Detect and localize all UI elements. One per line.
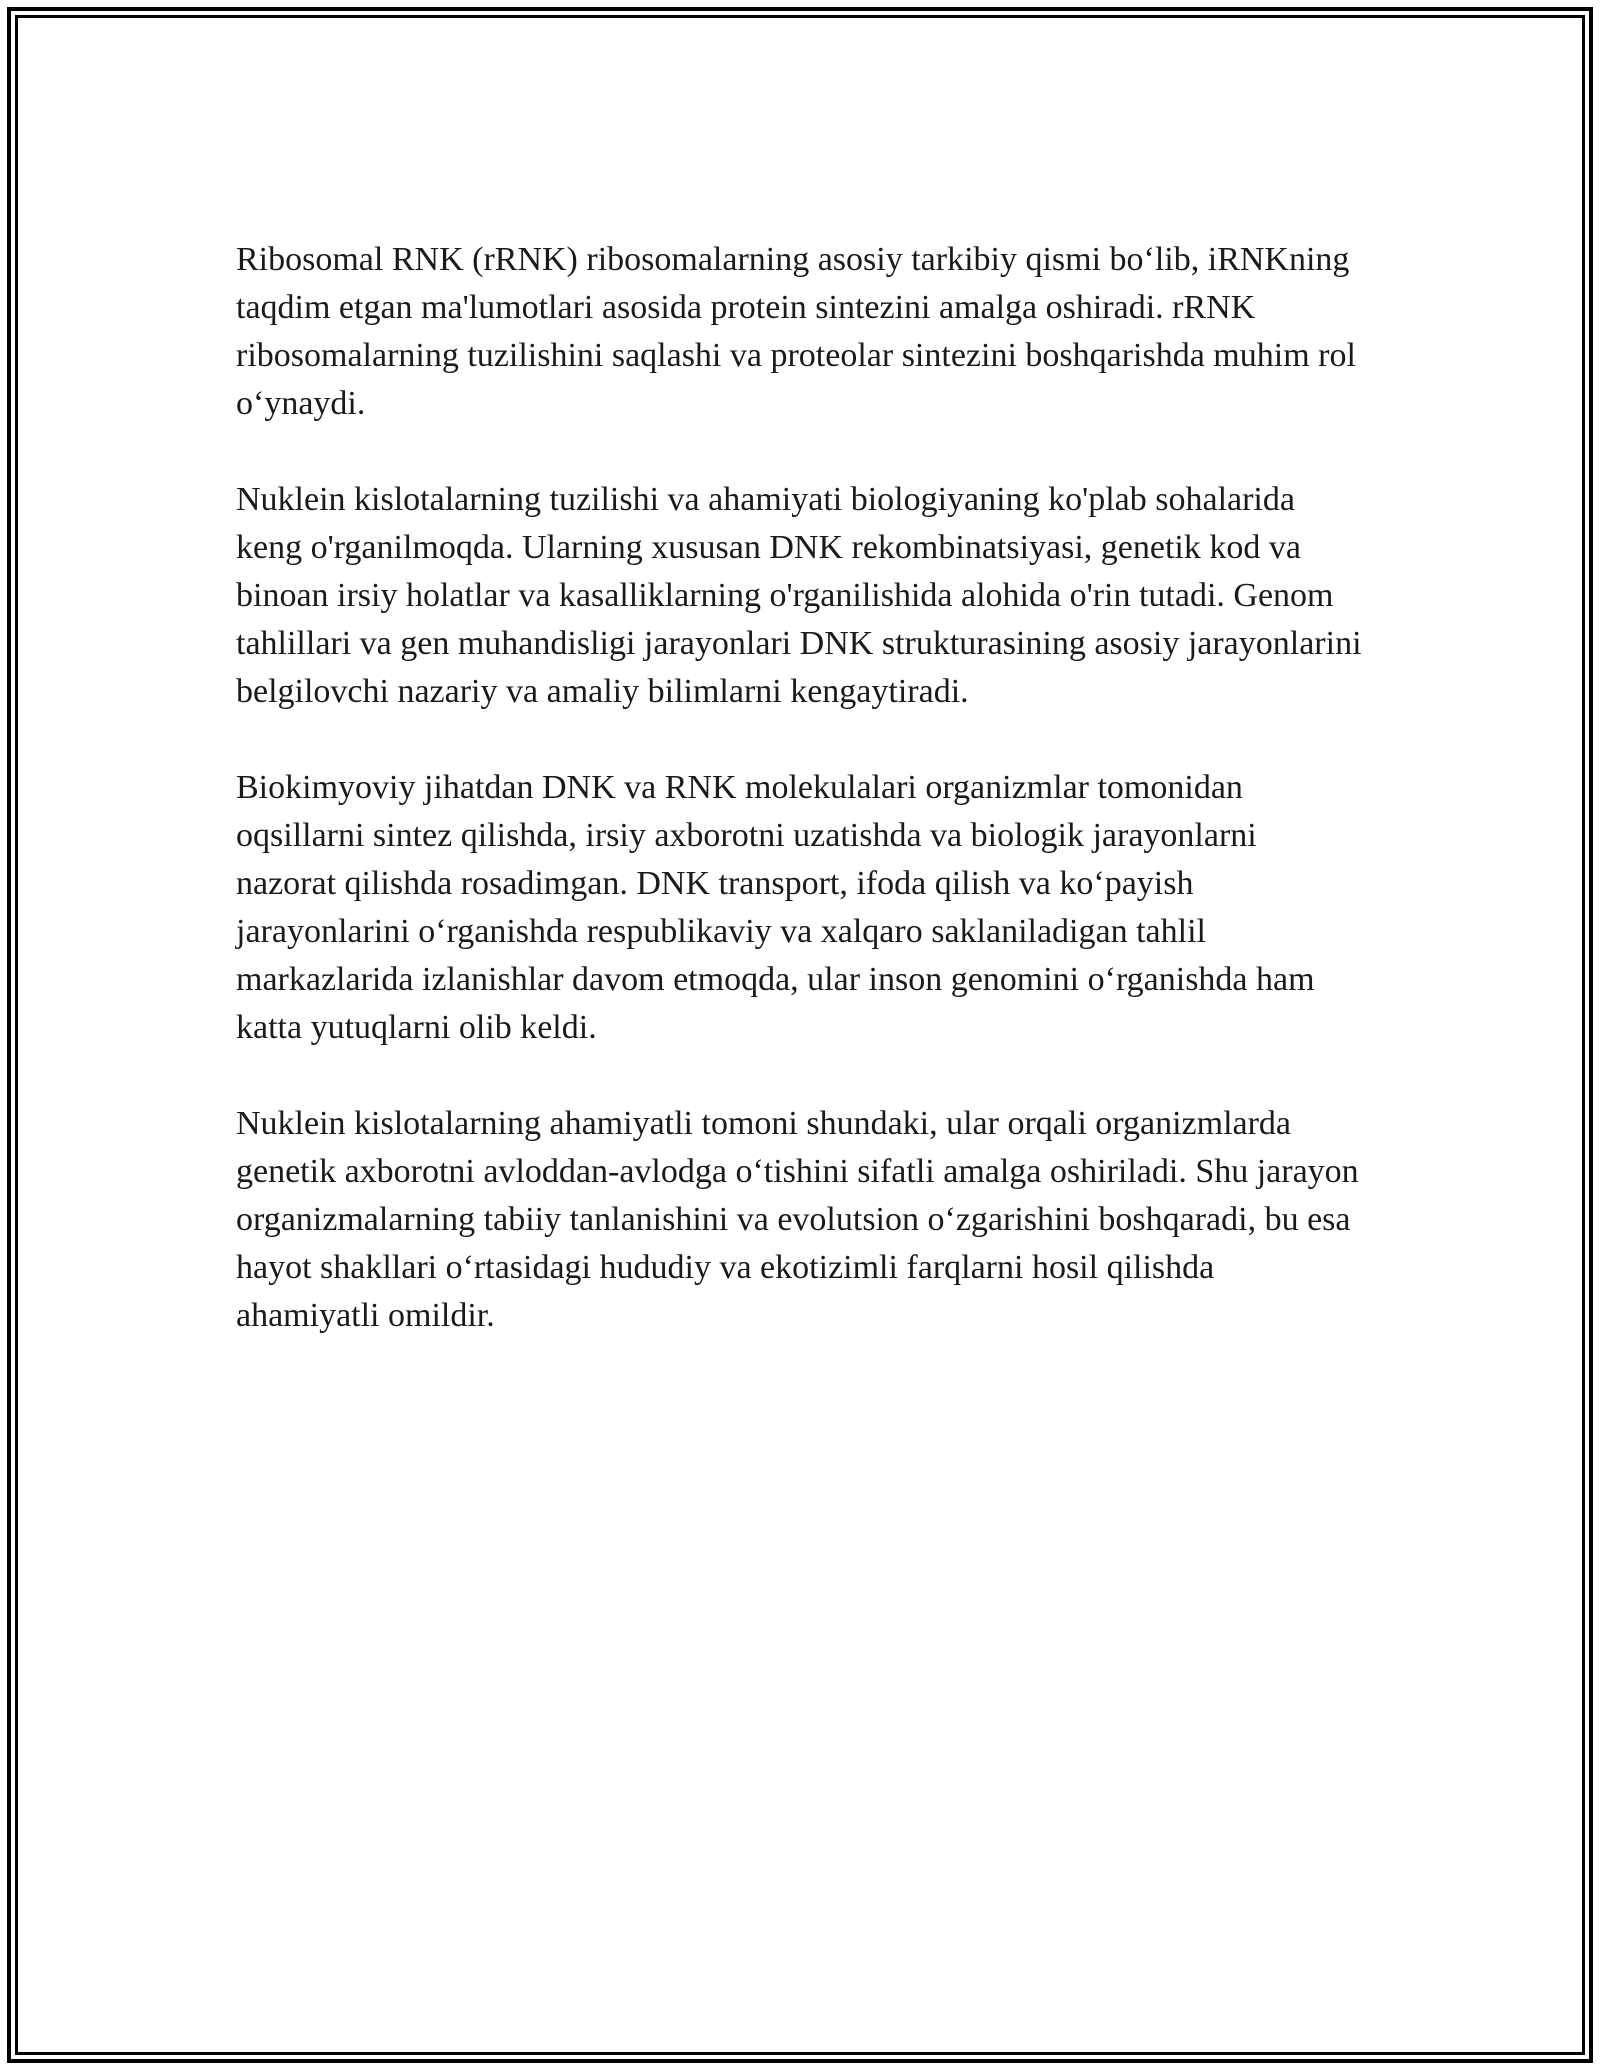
paragraph-biochemistry: Biokimyoviy jihatdan DNK va RNK molekulalari organizmlar tomonidan oqsillarni sintez qilishda, irsiy axborotni uzatishda va biologik jarayonlarni nazorat qilishda rosadimgan. DNK transport, ifoda qilish va ko‘payish jarayonlarini o‘rganishda respublikaviy va xalqaro saklaniladigan tahlil markazlarida izlanishlar davom etmoqda, ular inson genomini o‘rganishda ham katta yutuqlarni olib keldi. [236,769,1315,1046]
paragraph-genetic-inheritance: Nuklein kislotalarning ahamiyatli tomoni shundaki, ular orqali organizmlarda genetik axborotni avloddan-avlodga o‘tishini sifatli amalga oshiriladi. Shu jarayon organizmalarning tabiiy tanlanishini va evolutsion o‘zgarishini boshqaradi, bu esa hayot shakllari o‘rtasidagi hududiy va ekotizimli farqlarni hosil qilishda ahamiyatli omildir. [236,1105,1359,1334]
paragraph-nuclein-structure: Nuklein kislotalarning tuzilishi va ahamiyati biologiyaning ko'plab sohalarida keng o'rganilmoqda. Ularning xususan DNK rekombinatsiyasi, genetik kod va binoan irsiy holatlar va kasalliklarning o'rganilishida alohida o'rin tutadi. Genom tahlillari va gen muhandisligi jarayonlari DNK strukturasining asosiy jarayonlarini belgilovchi nazariy va amaliy bilimlarni kengaytiradi. [236,481,1362,710]
document-body [236,236,1364,1340]
paragraph-ribosomal-rnk: Ribosomal RNK (rRNK) ribosomalarning asosiy tarkibiy qismi bo‘lib, iRNKning taqdim etgan ma'lumotlari asosida protein sintezini amalga oshiradi. rRNK ribosomalarning tuzilishini saqlashi va proteolar sintezini boshqarishda muhim rol o‘ynaydi. [236,241,1356,422]
